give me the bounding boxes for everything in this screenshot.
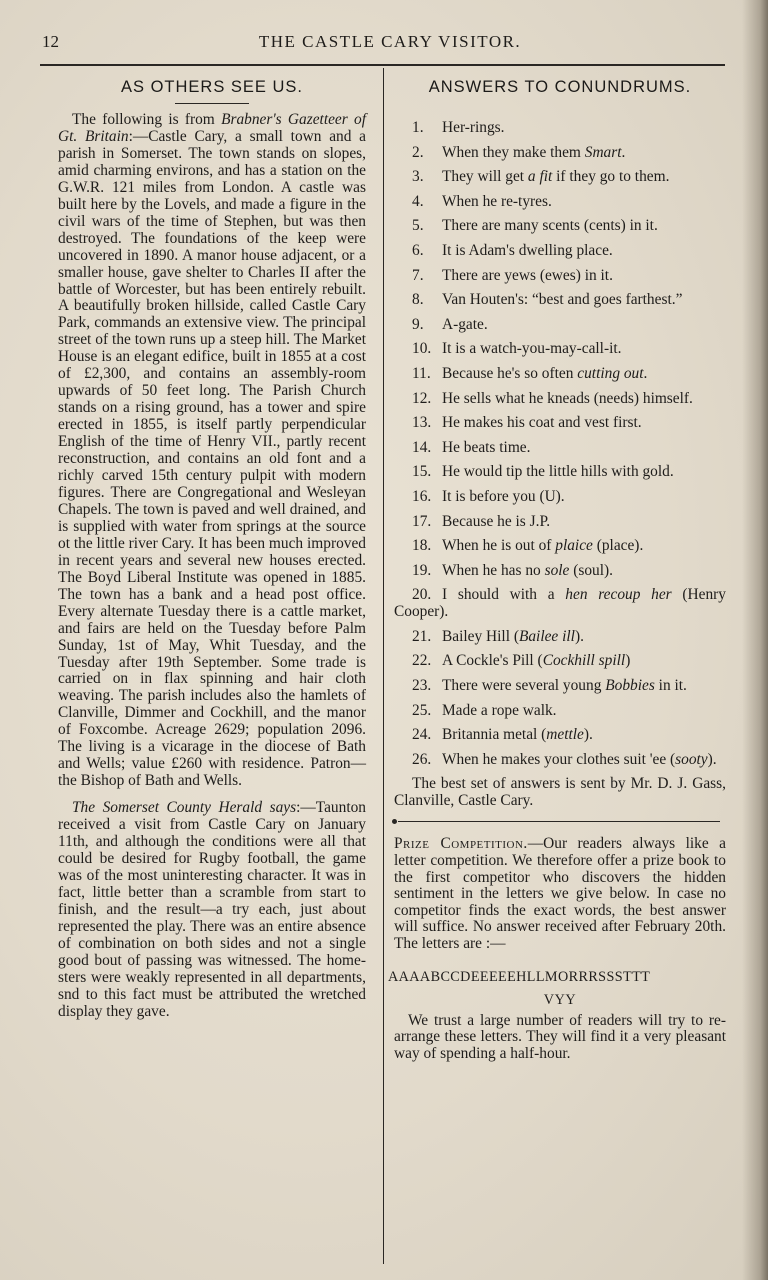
puzzle-letters-line2: VYY <box>543 991 577 1008</box>
article-title: AS OTHERS SEE US. <box>120 78 304 96</box>
answer-text: I should with a <box>442 586 566 604</box>
answer-emphasis: Smart <box>584 143 622 161</box>
answer-text: There were several young <box>442 677 606 695</box>
gazetteer-paragraph <box>58 112 366 790</box>
answer-text: They will get <box>442 168 528 186</box>
answer-number: 16. <box>412 487 432 505</box>
answer-item <box>394 751 726 768</box>
answer-number: 2. <box>412 143 424 161</box>
answer-text: in it. <box>654 677 687 695</box>
gazetteer-source: Brabner's Gazetteer of Gt. Britain <box>58 111 366 145</box>
answer-text: Her-rings. <box>442 119 505 136</box>
answer-emphasis: Bailee ill <box>518 627 575 645</box>
answer-number: 19. <box>412 561 432 579</box>
answer-text: When he makes your clothes suit 'ee ( <box>442 750 676 768</box>
answer-item <box>394 365 726 382</box>
page-header <box>40 30 740 60</box>
answer-text: Van Houten's: “best and goes farthest.” <box>442 291 683 309</box>
answer-text: ). <box>707 750 717 768</box>
answer-item <box>394 316 726 333</box>
answer-number: 14. <box>412 438 432 456</box>
answer-number: 5. <box>412 217 424 235</box>
answer-text: There are yews (ewes) in it. <box>442 266 613 284</box>
gazetteer-intro: The following is from <box>72 111 222 128</box>
answer-item <box>394 586 726 620</box>
gazetteer-text: :—Castle Cary, a small town and a parish in Somerset. The town stands on slopes, amid charming environs, and has a station on the G.W.R. 121 miles from London. A castle was built here by the Lovels, and made a figure in the civil wars of the time of Stephen, but was then destroyed. The foundations of the keep were uncovered in 1890. A manor house adjacent, or a smaller house, gave shelter to Charles II after the battle of Worcester, but has been entirely rebuilt. A beautifully broken hillside, called Castle Cary Park, commands an extensive view. The principal street of the town runs up a steep hill. The Market House is an elegant edifice, built in 1855 at a cost of £2,300, and contains an assembly-room upwards of 50 feet long. The Parish Church stands on a rising ground, has a tower and spire erected in 1855, is itself partly perpendicular English of the time of Henry VII., partly recent reconstruction, and contains an old font and a richly carved 15th century pulpit with modern figures. There are Congregational and Wesleyan Chapels. The town is paved and well drained, and is supplied with water from springs at the source ot the little river Cary. It has been much improved in recent years and several new houses erected. The Boyd Liberal Institute was opened in 1885. The town has a bank and a head post office. Every alternate Tuesday there is a cattle market, and fairs are held on the Tuesday before Palm Sunday, 1st of May, Whit Tuesday, and the Tuesday after 19th September. Some trade is carried on in flax spinning and hair cloth weaving. The parish includes also the hamlets of Clanville, Dimmer and Cockhill, and the manor of Foxcombe. Acreage 2629; population 2096. The living is a vicarage in the diocese of Bath and Wells; value £260 with residence. Patron—the Bishop of Bath and Wells. <box>58 127 367 790</box>
answer-item <box>394 628 726 645</box>
answer-item <box>394 340 726 357</box>
prize-closing-paragraph: We trust a large number of readers will try to re-arrange these letters. They will find it a very pleasant way of spending a half-hour. <box>394 1011 726 1062</box>
prize-text: —Our readers always like a letter competition. We therefore offer a prize book to the first competitor who discovers the hidden sentiment in the letters we give below. In case no competitor finds the exact words, the best answer will suffice. No answer received after February 20th. The letters are :— <box>394 835 726 952</box>
answer-emphasis: mettle <box>546 726 584 744</box>
answer-number: 3. <box>412 168 424 186</box>
answer-text: A Cockle's Pill ( <box>442 652 543 670</box>
answer-number: 23. <box>412 677 432 695</box>
answer-emphasis: a fit <box>527 168 553 186</box>
answer-number: 8. <box>412 291 424 309</box>
answer-number: 6. <box>412 241 424 259</box>
answer-item <box>394 414 726 431</box>
answer-number: 7. <box>412 266 424 284</box>
answer-item <box>394 439 726 456</box>
answer-number: 26. <box>412 750 432 768</box>
answer-text: (Henry Cooper). <box>394 586 726 621</box>
answer-text: He beats time. <box>442 438 531 456</box>
answer-item <box>394 726 726 743</box>
answer-item <box>394 193 726 210</box>
prize-paragraph <box>394 836 726 952</box>
answer-text: (soul). <box>569 561 613 579</box>
answer-text: When they make them <box>442 143 585 161</box>
book-spine-shadow <box>742 0 768 1280</box>
answer-number: 12. <box>412 389 432 407</box>
answers-list <box>394 119 726 768</box>
answer-item <box>394 702 726 719</box>
answer-item <box>394 513 726 530</box>
answer-item <box>394 562 726 579</box>
answer-number: 11. <box>412 364 431 382</box>
answer-item <box>394 291 726 308</box>
answer-text: It is before you (U). <box>442 487 565 505</box>
section-divider <box>398 821 720 822</box>
answer-text: When he is out of <box>442 537 556 555</box>
answer-emphasis: Bobbies <box>605 677 655 695</box>
answer-item <box>394 677 726 694</box>
answer-text: It is a watch-you-may-call-it. <box>442 340 622 358</box>
answer-item <box>394 242 726 259</box>
answer-text: When he has no <box>442 561 545 579</box>
answer-number: 21. <box>412 627 432 645</box>
answer-text: Because he's so often <box>442 364 578 382</box>
answer-emphasis: sooty <box>675 750 708 768</box>
answer-number: 24. <box>412 726 432 744</box>
answer-emphasis: hen recoup her <box>565 586 672 604</box>
answer-text: Bailey Hill ( <box>442 627 519 645</box>
title-rule <box>175 103 249 104</box>
answer-item <box>394 119 726 136</box>
answer-text: He sells what he kneads (needs) himself. <box>442 389 693 407</box>
answer-text: Because he is J.P. <box>442 512 551 530</box>
answer-item <box>394 463 726 480</box>
answer-text: He would tip the little hills with gold. <box>442 463 674 481</box>
answer-item <box>394 652 726 669</box>
answer-number: 9. <box>412 315 424 333</box>
answer-text: Made a rope walk. <box>442 701 557 719</box>
herald-paragraph <box>58 800 366 1020</box>
answer-text: if they go to them. <box>552 168 670 186</box>
answer-number: 4. <box>412 192 424 210</box>
left-column <box>58 76 366 1021</box>
answer-number: 1. <box>412 119 424 136</box>
answer-number: 17. <box>412 512 432 530</box>
answer-number: 22. <box>412 652 432 670</box>
answer-item <box>394 537 726 554</box>
answer-emphasis: Cockhill spill <box>542 652 626 670</box>
answer-text: (place). <box>592 537 644 555</box>
answer-text: Britannia metal ( <box>442 726 547 744</box>
answer-item <box>394 168 726 185</box>
prize-heading: Prize Competition. <box>394 835 528 853</box>
answer-text: There are many scents (cents) in it. <box>442 217 658 235</box>
answer-number: 10. <box>412 340 432 358</box>
herald-text: :—Taunton received a visit from Castle Cary on January 11th, and although the conditions were all that could be desired for Rugby football, the game was of the most uninteresting character. It was in fact, little better than a scramble from start to finish, and the result—a try each, just about represented the play. There was an entire absence of combination on both sides and not a single good bout of passing was witnessed. The home-sters were weakly represented in all departments, snd to this fact must be attributed the wretched display they gave. <box>58 799 366 1020</box>
answer-item <box>394 390 726 407</box>
page-number: 12 <box>42 32 59 51</box>
answer-item <box>394 217 726 234</box>
answer-emphasis: plaice <box>555 537 593 555</box>
herald-source: The Somerset County Herald says <box>72 799 297 817</box>
answer-text: . <box>621 143 626 161</box>
answer-item <box>394 488 726 505</box>
right-column <box>388 76 726 1062</box>
answer-text: When he re-tyres. <box>442 192 552 210</box>
answer-emphasis: sole <box>544 561 570 579</box>
answer-item <box>394 144 726 161</box>
answer-text: ) <box>625 652 631 670</box>
answer-emphasis: cutting out <box>577 364 644 382</box>
answer-number: 15. <box>412 463 432 481</box>
answer-text: A-gate. <box>442 315 488 333</box>
answer-text: He makes his coat and vest first. <box>442 414 642 432</box>
answer-number: 13. <box>412 414 432 432</box>
puzzle-letters-line1: AAAABCCDEEEEEHLLMORRRSSSTTT <box>388 968 651 985</box>
answer-text: . <box>643 364 648 382</box>
answer-number: 18. <box>412 537 432 555</box>
answer-item <box>394 267 726 284</box>
answer-text: ). <box>583 726 593 744</box>
answer-text: ). <box>574 627 584 645</box>
answers-title: ANSWERS TO CONUNDRUMS. <box>428 78 692 96</box>
answers-winner: The best set of answers is sent by Mr. D. J. Gass, Clanville, Castle Cary. <box>394 775 726 810</box>
running-title: THE CASTLE CARY VISITOR. <box>258 32 522 51</box>
header-rule <box>40 64 725 66</box>
answer-text: It is Adam's dwelling place. <box>442 241 613 259</box>
answer-number: 20. <box>412 586 432 604</box>
column-divider <box>383 68 384 1264</box>
answer-number: 25. <box>412 701 432 719</box>
